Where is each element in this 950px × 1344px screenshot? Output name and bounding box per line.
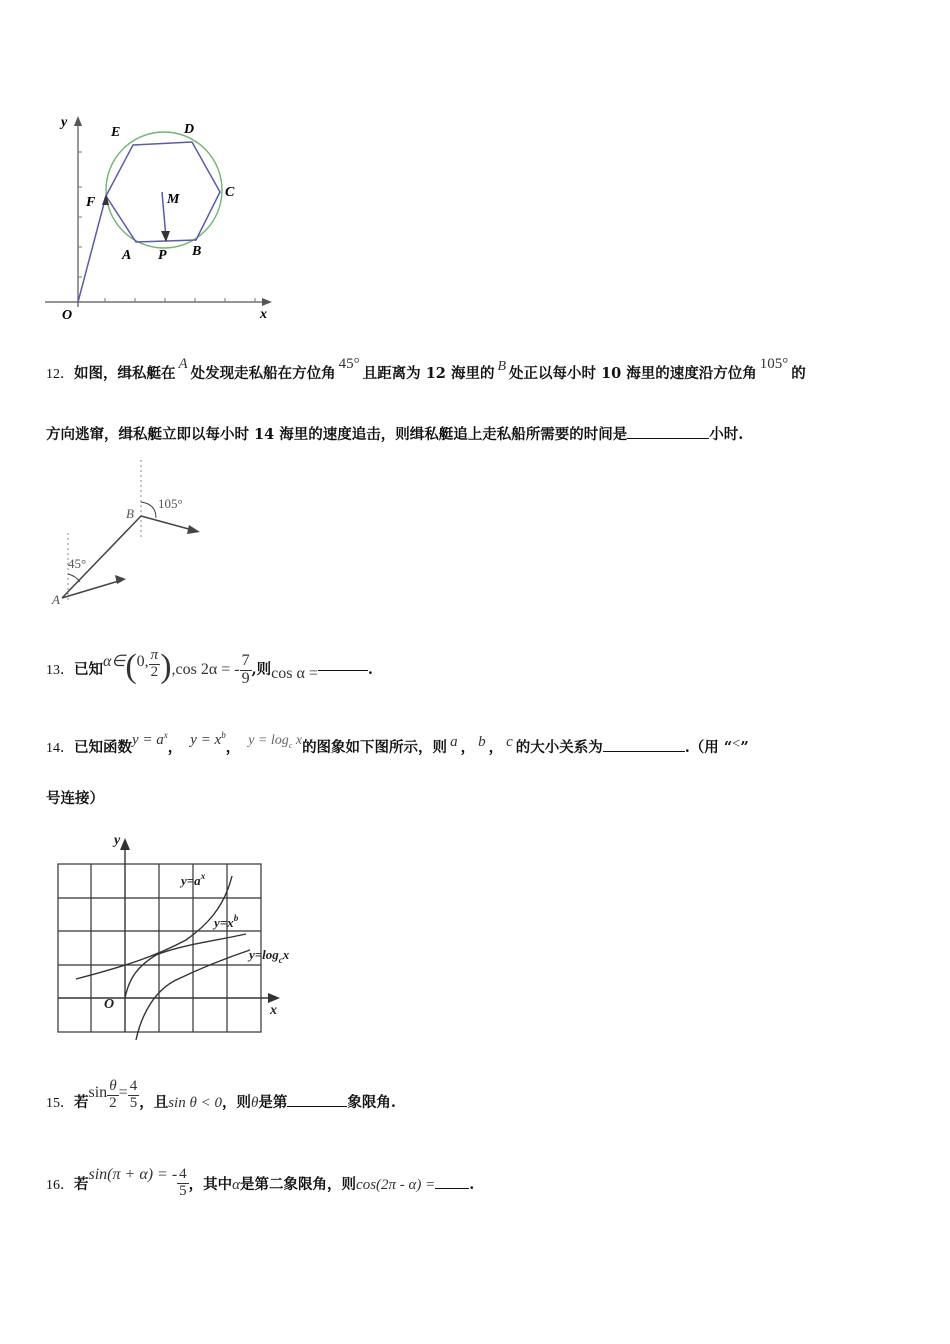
label-M: M <box>167 192 180 207</box>
q12-text-2: 处发现走私船在方位角 <box>190 365 336 382</box>
q15-text-5: 象限角. <box>347 1094 396 1111</box>
label-curve-log: $y=\log_cx$ <box>249 947 290 965</box>
q14-func-3: $y = \log_c x$ <box>248 733 303 750</box>
q15-text-3: ，则 <box>221 1094 251 1111</box>
q12-text-4: 处正以每小时 10 海里的速度沿方位角 <box>509 365 757 382</box>
question-12-line1 <box>46 356 806 383</box>
q13-pi: π <box>150 646 159 663</box>
q14-line2-text: 号连接） <box>46 790 104 807</box>
q12-point-A: A <box>178 356 188 372</box>
q14-answer-blank[interactable] <box>603 750 685 752</box>
q13-cos-alpha: cos α = <box>271 665 318 682</box>
q14-less-than: < <box>732 736 741 752</box>
label-curve-exponential: $y=a^x$ <box>181 871 206 888</box>
q14-text-3: 的大小关系为 <box>515 739 603 756</box>
q14-number: 14． <box>46 741 74 756</box>
q13-nine: 9 <box>241 669 250 687</box>
q14-text-5: ” <box>740 739 749 756</box>
q13-number: 13． <box>46 663 74 678</box>
label-B: B <box>192 244 202 259</box>
label-P: P <box>158 248 167 263</box>
q14-var-c: c <box>506 734 513 750</box>
q14-var-b: b <box>478 734 486 750</box>
label-A: A <box>122 248 132 263</box>
fig11-origin-label: O <box>62 308 73 323</box>
hexagon <box>106 142 220 242</box>
q14-func-1: $y = a^x$ <box>132 730 168 748</box>
fig14-origin-label: O <box>104 997 115 1012</box>
q12-angle-45: 45° <box>338 356 360 372</box>
fig14-x-label: x <box>270 1003 277 1018</box>
fig12-label-B: B <box>126 506 134 521</box>
question-15 <box>46 1078 396 1128</box>
q15-two: 2 <box>109 1094 117 1111</box>
curve-exponential <box>76 876 232 979</box>
q15-eq: = <box>118 1084 128 1101</box>
q15-theta-2: θ <box>250 1095 259 1111</box>
q12-line2-text: 方向逃窜，缉私艇立即以每小时 14 海里的速度追击，则缉私艇追上走私船所需要的时间是 <box>46 426 628 443</box>
fig11-x-label: x <box>260 307 267 322</box>
grid <box>58 864 261 1032</box>
label-F: F <box>86 195 96 210</box>
q14-var-a: a <box>450 734 458 750</box>
fig14-y-label: y <box>114 833 121 848</box>
y-axis-arrow <box>74 116 82 126</box>
q12-point-B: B <box>497 359 507 374</box>
label-curve-power: $y=x^b$ <box>214 913 239 930</box>
q15-five: 5 <box>129 1094 138 1111</box>
question-16 <box>46 1160 474 1210</box>
circumcircle <box>106 132 222 248</box>
q13-two: 2 <box>150 663 159 680</box>
label-D: D <box>184 122 195 137</box>
q13-answer-blank[interactable] <box>318 669 368 671</box>
q15-text-1: 若 <box>74 1094 89 1111</box>
curve-power <box>125 934 246 998</box>
q16-four: 4 <box>179 1165 187 1182</box>
q15-text-4: 是第 <box>258 1094 288 1111</box>
q13-alpha-in: α∈ <box>103 653 126 670</box>
q16-end: . <box>469 1176 475 1193</box>
q14-text-4: .（用 “ <box>684 739 733 756</box>
q12-angle-105: 105° <box>759 356 789 372</box>
q16-expression: sin(π + α) = - <box>88 1166 178 1183</box>
q16-five: 5 <box>179 1182 187 1199</box>
question-14-line1: 14．已知函数$y = a^x$， $y = x^b$， $y = \log_c x$的图象如下图所示，则 a ， b ， c 的大小关系为 .（用 “<” <box>46 730 749 756</box>
q15-condition: sin θ < 0 <box>168 1095 222 1111</box>
q16-text-1: 若 <box>74 1176 89 1193</box>
q15-number: 15． <box>46 1096 74 1111</box>
q15-four: 4 <box>129 1077 138 1094</box>
label-E: E <box>111 125 121 140</box>
question-12-line2 <box>46 423 743 444</box>
x-axis-arrow <box>262 298 272 306</box>
q16-number: 16． <box>46 1178 74 1193</box>
q16-text-2: ，其中 <box>188 1176 233 1193</box>
hexagon-figure <box>40 112 280 327</box>
function-graph-figure <box>46 830 316 1040</box>
q13-cos2a: ,cos 2α = - <box>171 661 240 678</box>
angle-arc-105 <box>141 502 156 518</box>
fig12-angle-45: 45° <box>68 556 87 571</box>
q16-answer-blank[interactable] <box>435 1187 469 1189</box>
fig12-angle-105: 105° <box>158 496 183 511</box>
q15-theta: θ <box>107 1079 119 1096</box>
q16-expression-2: cos(2π - α) = <box>356 1177 436 1193</box>
path-o-to-f <box>78 196 106 302</box>
fig11-y-label: y <box>61 115 68 130</box>
q12-number: 12． <box>46 367 74 382</box>
fig12-label-A: A <box>52 592 60 607</box>
q12-answer-blank[interactable] <box>627 437 709 439</box>
q12-text-5: 的 <box>791 365 806 382</box>
q15-answer-blank[interactable] <box>287 1105 347 1107</box>
q12-text-1: 如图，缉私艇在 <box>74 365 176 382</box>
smuggler-direction <box>141 516 196 531</box>
q13-interval-left: 0, <box>136 653 149 670</box>
q16-alpha: α <box>232 1177 241 1193</box>
question-14-line2 <box>46 787 104 808</box>
label-C: C <box>225 185 235 200</box>
q13-then: ,则 <box>251 661 272 678</box>
question-13: 13．已知α∈(0, $\frac{\pi}{2}$ ),cos 2α = - $\frac{7}{9}$ ,则cos α = . <box>46 646 373 687</box>
q13-text-1: 已知 <box>74 661 103 678</box>
q14-text-2: 的图象如下图所示，则 <box>302 739 448 756</box>
q12-text-3: 且距离为 12 海里的 <box>362 365 495 382</box>
q15-sin: sin <box>88 1084 108 1101</box>
q16-text-3: 是第二象限角，则 <box>240 1176 357 1193</box>
q13-end: . <box>367 661 373 678</box>
q15-text-2: ，且 <box>139 1094 169 1111</box>
q13-seven: 7 <box>241 651 250 669</box>
q12-tail: 小时. <box>709 426 744 443</box>
q14-func-2: $y = x^b$ <box>190 730 226 748</box>
q14-text-1: 已知函数 <box>74 739 132 756</box>
bearing-figure <box>46 452 216 612</box>
